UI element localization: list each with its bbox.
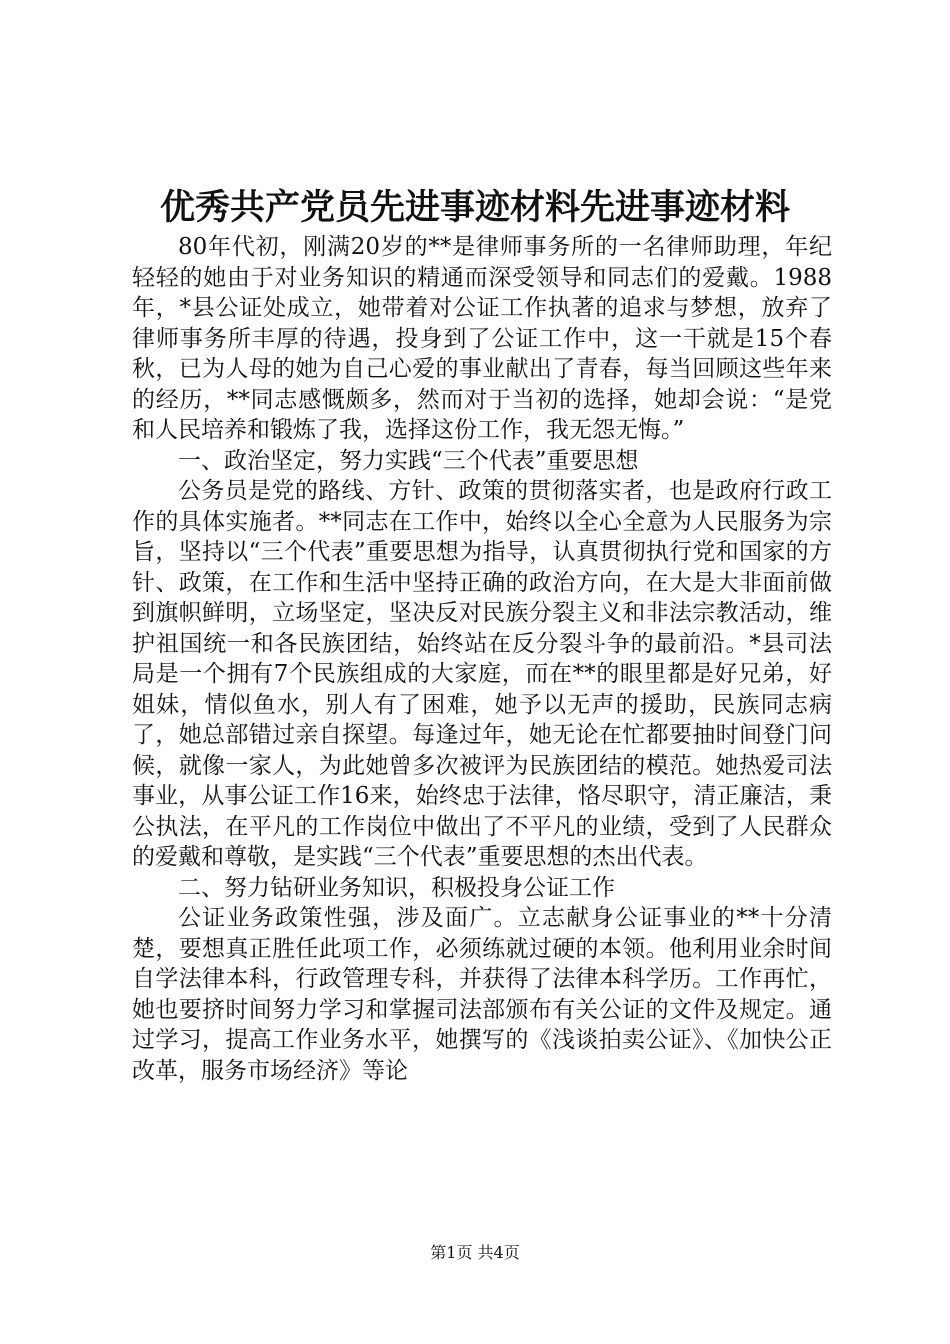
- section-heading-2: 二、努力钻研业务知识，积极投身公证工作: [178, 874, 615, 901]
- paragraph-section-1: 公务员是党的路线、方针、政策的贯彻落实者，也是政府行政工作的具体实施者。**同志在工作中，始终以全心全意为人民服务为宗旨，坚持以“三个代表”重要思想为指导，认真贯彻执行党和国家的方针、政策，在工作和生活中坚持正确的政治方向，在大是大非面前做到旗帜鲜明，立场坚定，坚决反对民族分裂主义和非法宗教活动，维护祖国统一和各民族团结，始终站在反分裂斗争的最前沿。*县司法局是一个拥有7个民族组成的大家庭，而在**的眼里都是好兄弟，好姐妹，情似鱼水，别人有了困难，她予以无声的援助，民族同志病了，她总部错过亲自探望。每逢过年，她无论在忙都要抽时间登门问候，就像一家人，为此她曾多次被评为民族团结的模范。她热爱司法事业，从事公证工作16来，始终忠于法律，恪尽职守，清正廉洁，秉公执法，在平凡的工作岗位中做出了不平凡的业绩，受到了人民群众的爱戴和尊敬，是实践“三个代表”重要思想的杰出代表。: [132, 478, 832, 870]
- document-title: 优秀共产党员先进事迹材料先进事迹材料: [159, 187, 790, 228]
- paragraph-section-2: 公证业务政策性强，涉及面广。立志献身公证事业的**十分清楚，要想真正胜任此项工作，必须练就过硬的本领。他利用业余时间自学法律本科，行政管理专科，并获得了法律本科学历。工作再忙，她也要挤时间努力学习和掌握司法部颁布有关公证的文件及规定。通过学习，提高工作业务水平，她撰写的《浅谈拍卖公证》、《加快公正改革，服务市场经济》等论: [132, 905, 832, 1084]
- document-body: [132, 232, 832, 1086]
- paragraph-intro: 80年代初，刚满20岁的**是律师事务所的一名律师助理，年纪轻轻的她由于对业务知识的精通而深受领导和同志们的爱戴。1988年，*县公证处成立，她带着对公证工作执著的追求与梦想，放弃了律师事务所丰厚的待遇，投身到了公证工作中，这一干就是15个春秋，已为人母的她为自己心爱的事业献出了青春，每当回顾这些年来的经历，**同志感慨颇多，然而对于当初的选择，她却会说：“是党和人民培养和锻炼了我，选择这份工作，我无怨无悔。”: [132, 234, 832, 443]
- section-heading-1: 一、政治坚定，努力实践“三个代表”重要思想: [178, 447, 639, 474]
- page-footer: 第1页 共4页: [430, 1243, 520, 1262]
